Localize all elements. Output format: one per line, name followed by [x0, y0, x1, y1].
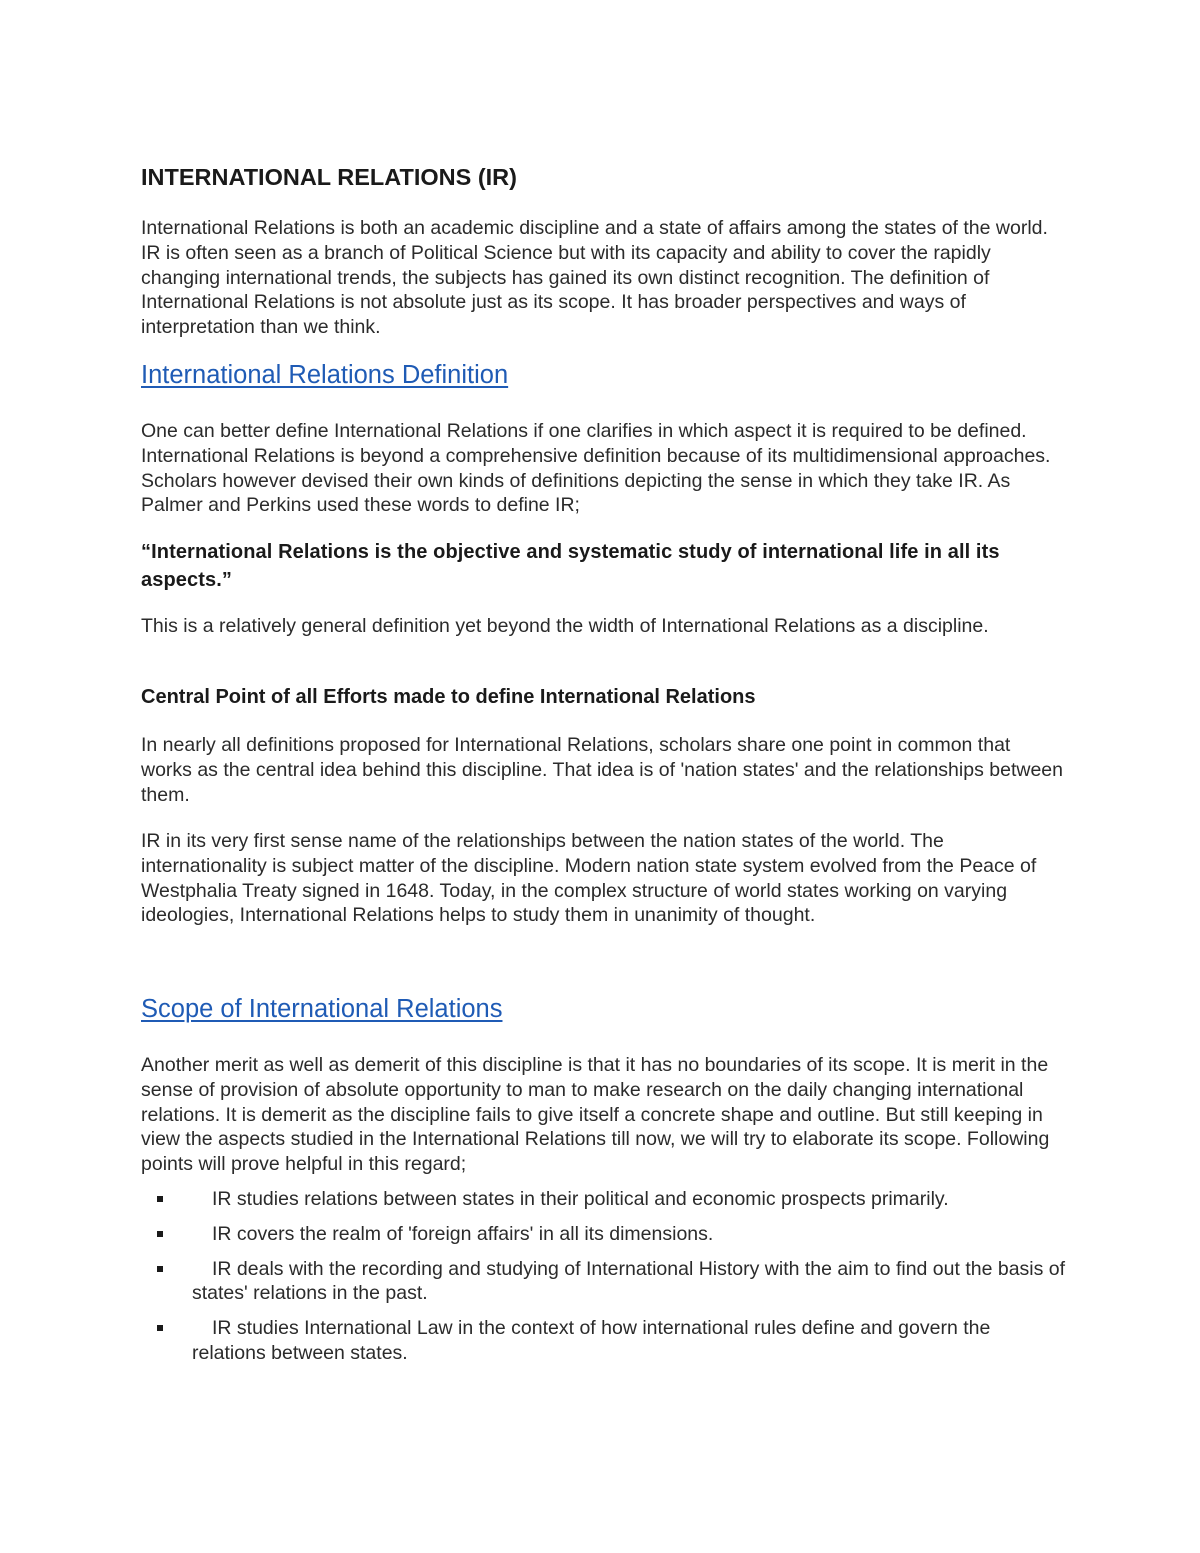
scope-heading-link[interactable]: Scope of International Relations: [141, 995, 503, 1023]
central-point-subheading: Central Point of all Efforts made to define International Relations: [141, 686, 756, 708]
list-item: [141, 1222, 1066, 1247]
document-title: INTERNATIONAL RELATIONS (IR): [141, 164, 517, 190]
square-bullet-icon: [157, 1325, 163, 1331]
square-bullet-icon: [157, 1196, 163, 1202]
list-item-text: IR studies International Law in the context of how international rules define and govern the relations between states.: [192, 1317, 991, 1364]
list-item: [141, 1316, 1066, 1366]
nation-states-paragraph: IR in its very first sense name of the relationships between the nation states of the world. The internationality is subject matter of the discipline. Modern nation state system evolved from the Peace of Westphalia Treaty signed in 1648. Today, in the complex structure of world states working on varying ideologies, International Relations helps to study them in unanimity of thought.: [141, 830, 1037, 927]
square-bullet-icon: [157, 1231, 163, 1237]
list-item: [141, 1187, 1066, 1212]
list-item: [141, 1257, 1066, 1307]
list-item-text: IR studies relations between states in their political and economic prospects primarily.: [212, 1188, 949, 1210]
scope-bullet-list: [141, 1187, 1066, 1376]
list-item-text: IR deals with the recording and studying of International History with the aim to find out the basis of states' relations in the past.: [192, 1257, 1066, 1305]
definition-heading-link[interactable]: International Relations Definition: [141, 361, 509, 389]
palmer-perkins-quote: “International Relations is the objective and systematic study of international life in all its aspects.”: [141, 541, 1000, 591]
intro-paragraph: International Relations is both an academic discipline and a state of affairs among the states of the world. IR is often seen as a branch of Political Science but with its capacity and ability to cover the rapidly changing international trends, the subjects has gained its own distinct recognition. The definition of International Relations is not absolute just as its scope. It has broader perspectives and ways of interpretation than we think.: [141, 217, 1048, 339]
scope-paragraph: Another merit as well as demerit of this discipline is that it has no boundaries of its scope. It is merit in the sense of provision of absolute opportunity to man to make research on the daily changing international relations. It is demerit as the discipline fails to give itself a concrete shape and outline. But still keeping in view the aspects studied in the International Relations till now, we will try to elaborate its scope. Following points will prove helpful in this regard;: [141, 1054, 1050, 1176]
list-item-text: IR covers the realm of 'foreign affairs' in all its dimensions.: [212, 1222, 714, 1245]
square-bullet-icon: [157, 1266, 163, 1272]
central-point-paragraph: In nearly all definitions proposed for International Relations, scholars share one point in common that works as the central idea behind this discipline. That idea is of 'nation states' and the relationships between them.: [141, 734, 1063, 806]
definition-paragraph: One can better define International Relations if one clarifies in which aspect it is required to be defined. International Relations is beyond a comprehensive definition because of its multidimensional approaches. Scholars however devised their own kinds of definitions depicting the sense in which they take IR. As Palmer and Perkins used these words to define IR;: [141, 420, 1051, 517]
after-quote-paragraph: This is a relatively general definition yet beyond the width of International Relations as a discipline.: [141, 615, 989, 637]
